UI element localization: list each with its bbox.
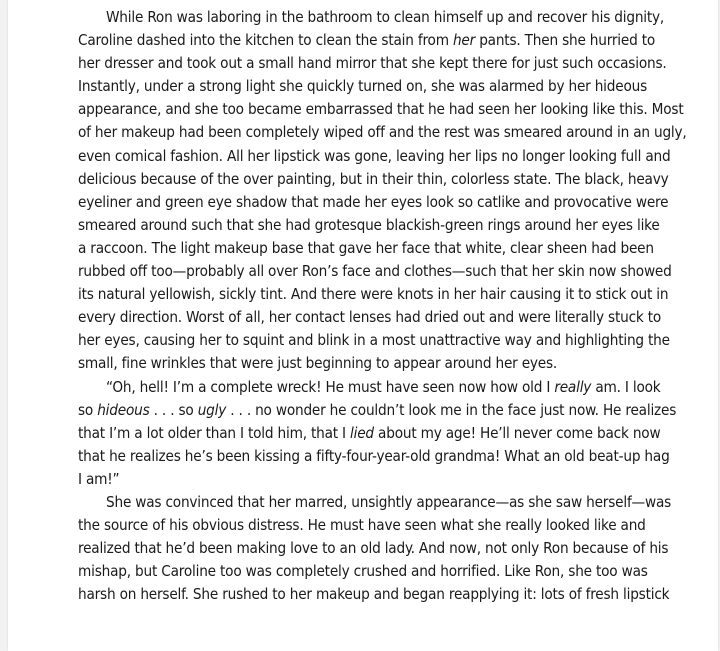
text-run: eyeliner and green eye shadow that made her eyes look so catlike and provocative were <box>78 192 669 211</box>
text-run: every direction. Worst of all, her contact lenses had dried out and were literally stuck to <box>78 308 662 327</box>
text-line <box>78 237 654 260</box>
paragraph <box>78 376 677 491</box>
text-run: While Ron was laboring in the bathroom to clean himself up and recover his dignity, <box>106 8 665 26</box>
text-line <box>78 491 672 514</box>
paragraph <box>78 491 672 606</box>
text-line <box>78 283 669 306</box>
text-run: mishap, but Caroline too was completely crushed and horrified. Like Ron, she too was <box>78 562 648 581</box>
text-run: Caroline dashed into the kitchen to clean the stain from <box>78 31 453 50</box>
text-line <box>78 468 629 491</box>
text-run: “Oh, hell! I’m a complete wreck! He must have seen now how old I <box>106 377 555 396</box>
text-run: that he realizes he’s been kissing a fifty-four-year-old grandma! What an old beat-up hag <box>78 446 670 465</box>
text-run: Instantly, under a strong light she quickly turned on, she was alarmed by her hideous <box>78 77 648 96</box>
text-line <box>78 329 670 352</box>
text-run: am. I look <box>591 377 661 396</box>
text-run: realized that he’d been making love to an old lady. And now, not only Ron because of his <box>78 539 669 558</box>
text-run: a raccoon. The light makeup base that gave her face that white, clear sheen had been <box>78 238 654 257</box>
text-line <box>78 537 669 560</box>
text-line <box>78 560 648 583</box>
italic-text: really <box>554 377 592 396</box>
text-line <box>78 121 687 144</box>
text-line <box>78 145 671 168</box>
text-line <box>78 52 667 75</box>
text-run: so <box>78 400 98 419</box>
text-run: about my age! He’ll never come back now <box>373 423 661 442</box>
text-line <box>78 191 669 214</box>
text-line <box>78 445 670 468</box>
document-body <box>78 6 687 606</box>
text-run: appearance, and she too became embarrassed that he had seen her looking like this. Most <box>78 100 684 119</box>
italic-text: her <box>452 31 476 50</box>
text-run: small, fine wrinkles that were just beginning to appear around her eyes. <box>78 354 558 373</box>
text-run: even comical fashion. All her lipstick was gone, leaving her lips no longer looking full and <box>78 146 671 165</box>
text-run: She was convinced that her marred, unsightly appearance—as she saw herself—was <box>106 492 672 511</box>
text-run: her dresser and took out a small hand mirror that she kept there for just such occasions. <box>78 54 667 73</box>
text-line <box>78 168 669 191</box>
text-line <box>78 214 660 237</box>
text-run: pants. Then she hurried to <box>475 31 656 50</box>
text-run: . . . so <box>149 400 198 419</box>
text-run: that I’m a lot older than I told him, that I <box>78 423 351 442</box>
text-line <box>78 29 656 52</box>
text-line <box>78 422 661 445</box>
italic-text: ugly <box>197 400 227 419</box>
text-line <box>78 399 677 422</box>
text-line <box>78 306 662 329</box>
text-run: . . . no wonder he couldn’t look me in the face just now. He realizes <box>226 400 677 419</box>
italic-text: lied <box>350 423 374 442</box>
text-line <box>78 6 665 29</box>
text-line <box>78 260 672 283</box>
text-run: her eyes, causing her to squint and blink in a most unattractive way and highlighting the <box>78 331 670 350</box>
italic-text: hideous <box>97 400 150 419</box>
text-line <box>78 352 629 375</box>
text-run: rubbed off too—probably all over Ron’s face and clothes—such that her skin now showed <box>78 262 672 281</box>
text-run: its natural yellowish, sickly tint. And there were knots in her hair causing it to stick out in <box>78 285 669 304</box>
text-run: the source of his obvious distress. He must have seen what she really looked like and <box>78 516 646 535</box>
text-line <box>78 583 670 606</box>
text-line <box>78 514 646 537</box>
text-run: of her makeup had been completely wiped off and the rest was smeared around in an ugly, <box>78 123 687 142</box>
text-run: delicious because of the over painting, but in their thin, colorless state. The black, heavy <box>78 169 669 188</box>
document-page <box>8 0 718 651</box>
text-run: smeared around such that she had grotesque blackish-green rings around her eyes like <box>78 215 660 234</box>
text-line <box>78 376 661 399</box>
text-line <box>78 98 684 121</box>
text-line <box>78 75 648 98</box>
text-run: I am!” <box>78 469 120 488</box>
text-run: harsh on herself. She rushed to her makeup and began reapplying it: lots of fresh lipstick <box>78 585 670 604</box>
paragraph <box>78 6 687 376</box>
